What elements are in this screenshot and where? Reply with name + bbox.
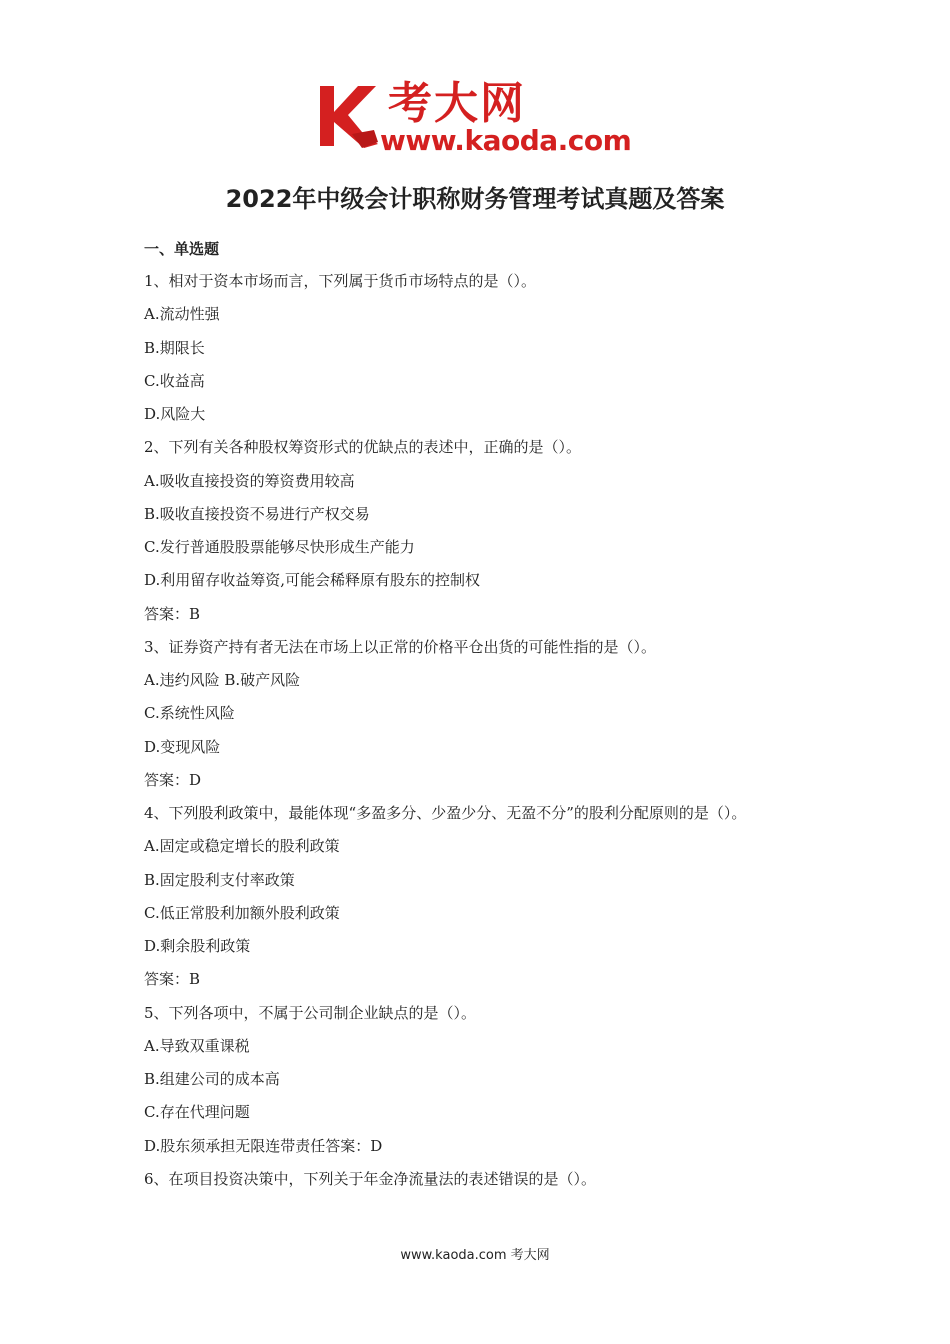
text-line: 4、下列股利政策中，最能体现“多盈多分、少盈少分、无盈不分”的股利分配原则的是（）。 <box>144 804 747 822</box>
document-title: 2022年中级会计职称财务管理考试真题及答案 <box>225 185 725 213</box>
text-line: 1、相对于资本市场而言，下列属于货币市场特点的是（）。 <box>144 272 537 290</box>
text-line: 6、在项目投资决策中，下列关于年金净流量法的表述错误的是（）。 <box>144 1169 597 1188</box>
answer-line: 答案：B <box>144 604 201 623</box>
text-line: A.导致双重课税 <box>144 1036 250 1055</box>
text-line: B.期限长 <box>144 338 205 357</box>
text-line: D.股东须承担无限连带责任答案：D <box>144 1136 383 1155</box>
text-line: A.违约风险 B.破产风险 <box>144 671 301 689</box>
text-line: A.吸收直接投资的筹资费用较高 <box>144 471 355 490</box>
answer-line: 答案：D <box>144 770 202 789</box>
text-line: 2、下列有关各种股权筹资形式的优缺点的表述中，正确的是（）。 <box>144 438 582 457</box>
k-logo-icon <box>318 82 380 150</box>
text-line: A.固定或稳定增长的股利政策 <box>144 837 340 856</box>
text-line: B.固定股利支付率政策 <box>144 870 295 889</box>
text-line: B.组建公司的成本高 <box>144 1070 280 1088</box>
question-list <box>144 270 844 1201</box>
text-line: 5、下列各项中，不属于公司制企业缺点的是（）。 <box>144 1003 477 1022</box>
kaoda-logo <box>318 80 638 164</box>
text-line: C.系统性风险 <box>144 704 235 723</box>
logo-brand-url: www.kaoda.com <box>380 124 632 157</box>
text-line: C.低正常股利加额外股利政策 <box>144 903 340 922</box>
text-line: D.风险大 <box>144 405 206 423</box>
section-heading: 一、单选题 <box>144 240 220 258</box>
text-line: 3、证券资产持有者无法在市场上以正常的价格平仓出货的可能性指的是（）。 <box>144 637 657 656</box>
text-line: A.流动性强 <box>144 305 220 324</box>
text-line: C.收益高 <box>144 371 205 390</box>
logo-brand-cn: 考大网 <box>388 78 526 129</box>
text-line: C.发行普通股股票能够尽快形成生产能力 <box>144 538 415 556</box>
text-line: D.剩余股利政策 <box>144 937 251 955</box>
text-line: D.变现风险 <box>144 737 221 756</box>
text-line: B.吸收直接投资不易进行产权交易 <box>144 504 370 523</box>
answer-line: 答案：B <box>144 970 201 989</box>
text-line: D.利用留存收益筹资,可能会稀释原有股东的控制权 <box>144 571 481 590</box>
text-line: C.存在代理问题 <box>144 1103 250 1122</box>
page-footer: www.kaoda.com 考大网 <box>400 1248 550 1263</box>
